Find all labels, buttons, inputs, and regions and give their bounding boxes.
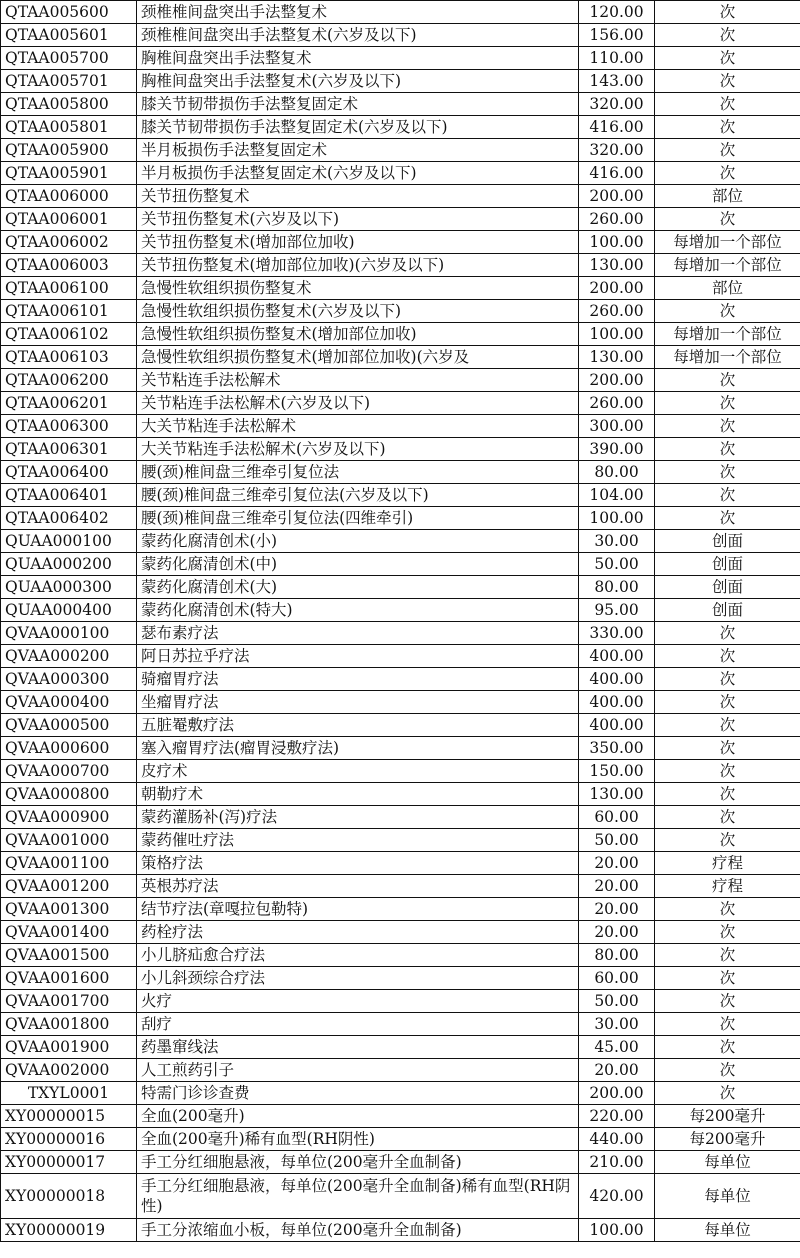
table-row <box>1 1082 800 1105</box>
table-row <box>1 484 800 507</box>
item-code-cell: QUAA000400 <box>1 599 137 622</box>
item-price-cell: 210.00 <box>579 1151 655 1174</box>
item-name-cell: 蒙药灌肠补(泻)疗法 <box>137 806 579 829</box>
item-unit-cell: 次 <box>655 93 800 116</box>
table-row <box>1 622 800 645</box>
table-row <box>1 553 800 576</box>
item-code-cell: QVAA000800 <box>1 783 137 806</box>
item-unit-cell: 次 <box>655 1013 800 1036</box>
item-name-cell: 半月板损伤手法整复固定术(六岁及以下) <box>137 162 579 185</box>
item-unit-cell: 次 <box>655 990 800 1013</box>
table-row <box>1 645 800 668</box>
item-price-cell: 50.00 <box>579 553 655 576</box>
item-price-cell: 200.00 <box>579 185 655 208</box>
item-price-cell: 416.00 <box>579 162 655 185</box>
item-unit-cell: 部位 <box>655 185 800 208</box>
item-name-cell: 膝关节韧带损伤手法整复固定术 <box>137 93 579 116</box>
item-name-cell: 蒙药催吐疗法 <box>137 829 579 852</box>
item-price-cell: 320.00 <box>579 139 655 162</box>
table-row <box>1 254 800 277</box>
item-price-cell: 220.00 <box>579 1105 655 1128</box>
item-price-cell: 400.00 <box>579 645 655 668</box>
item-price-cell: 200.00 <box>579 369 655 392</box>
item-name-cell: 瑟布素疗法 <box>137 622 579 645</box>
item-unit-cell: 次 <box>655 461 800 484</box>
item-price-cell: 400.00 <box>579 714 655 737</box>
item-name-cell: 半月板损伤手法整复固定术 <box>137 139 579 162</box>
item-name-cell: 皮疗术 <box>137 760 579 783</box>
item-code-cell: QTAA006103 <box>1 346 137 369</box>
table-row <box>1 415 800 438</box>
item-price-cell: 320.00 <box>579 93 655 116</box>
item-price-cell: 130.00 <box>579 346 655 369</box>
item-name-cell: 急慢性软组织损伤整复术(增加部位加收)(六岁及 <box>137 346 579 369</box>
item-unit-cell: 部位 <box>655 277 800 300</box>
item-code-cell: QTAA005701 <box>1 70 137 93</box>
item-code-cell: QVAA000900 <box>1 806 137 829</box>
item-unit-cell: 每单位 <box>655 1174 800 1219</box>
item-unit-cell: 次 <box>655 737 800 760</box>
item-code-cell: QTAA005800 <box>1 93 137 116</box>
table-row <box>1 438 800 461</box>
item-price-cell: 20.00 <box>579 1059 655 1082</box>
table-row <box>1 231 800 254</box>
item-price-cell: 30.00 <box>579 530 655 553</box>
table-row <box>1 530 800 553</box>
item-price-cell: 416.00 <box>579 116 655 139</box>
item-code-cell: XY00000017 <box>1 1151 137 1174</box>
item-name-cell: 关节扭伤整复术(六岁及以下) <box>137 208 579 231</box>
item-unit-cell: 次 <box>655 162 800 185</box>
table-row <box>1 208 800 231</box>
item-price-cell: 400.00 <box>579 668 655 691</box>
item-price-cell: 100.00 <box>579 507 655 530</box>
item-price-cell: 350.00 <box>579 737 655 760</box>
table-row <box>1 1219 800 1242</box>
item-name-cell: 颈椎椎间盘突出手法整复术(六岁及以下) <box>137 24 579 47</box>
item-name-cell: 骑瘤胃疗法 <box>137 668 579 691</box>
item-code-cell: QTAA006102 <box>1 323 137 346</box>
item-name-cell: 关节扭伤整复术(增加部位加收) <box>137 231 579 254</box>
table-row <box>1 116 800 139</box>
table-row <box>1 1174 800 1219</box>
table-row <box>1 1013 800 1036</box>
item-code-cell: QVAA000500 <box>1 714 137 737</box>
item-price-cell: 80.00 <box>579 576 655 599</box>
item-unit-cell: 次 <box>655 760 800 783</box>
item-unit-cell: 每增加一个部位 <box>655 231 800 254</box>
item-unit-cell: 次 <box>655 944 800 967</box>
item-price-cell: 20.00 <box>579 852 655 875</box>
table-row <box>1 1059 800 1082</box>
item-code-cell: QTAA006300 <box>1 415 137 438</box>
item-name-cell: 特需门诊诊查费 <box>137 1082 579 1105</box>
item-unit-cell: 次 <box>655 24 800 47</box>
item-name-cell: 手工分红细胞悬液，每单位(200毫升全血制备) <box>137 1151 579 1174</box>
table-row <box>1 737 800 760</box>
item-price-cell: 50.00 <box>579 990 655 1013</box>
item-code-cell: QTAA006100 <box>1 277 137 300</box>
item-code-cell: XY00000019 <box>1 1219 137 1242</box>
table-row <box>1 944 800 967</box>
item-unit-cell: 每单位 <box>655 1151 800 1174</box>
item-price-cell: 390.00 <box>579 438 655 461</box>
item-code-cell: QVAA001500 <box>1 944 137 967</box>
item-code-cell: QUAA000100 <box>1 530 137 553</box>
item-price-cell: 60.00 <box>579 806 655 829</box>
item-code-cell: QVAA001600 <box>1 967 137 990</box>
item-price-cell: 130.00 <box>579 254 655 277</box>
item-code-cell: QVAA001700 <box>1 990 137 1013</box>
item-price-cell: 20.00 <box>579 875 655 898</box>
item-price-cell: 260.00 <box>579 392 655 415</box>
table-row <box>1 760 800 783</box>
item-unit-cell: 次 <box>655 139 800 162</box>
item-code-cell: QVAA000400 <box>1 691 137 714</box>
table-row <box>1 1 800 24</box>
item-unit-cell: 创面 <box>655 530 800 553</box>
table-row <box>1 599 800 622</box>
item-name-cell: 大关节粘连手法松解术(六岁及以下) <box>137 438 579 461</box>
item-unit-cell: 每单位 <box>655 1219 800 1242</box>
table-row <box>1 921 800 944</box>
item-price-cell: 260.00 <box>579 300 655 323</box>
item-name-cell: 火疗 <box>137 990 579 1013</box>
item-price-cell: 400.00 <box>579 691 655 714</box>
item-name-cell: 腰(颈)椎间盘三维牵引复位法(四维牵引) <box>137 507 579 530</box>
item-name-cell: 坐瘤胃疗法 <box>137 691 579 714</box>
item-name-cell: 关节扭伤整复术 <box>137 185 579 208</box>
item-price-cell: 50.00 <box>579 829 655 852</box>
table-row <box>1 990 800 1013</box>
table-row <box>1 24 800 47</box>
table-row <box>1 1036 800 1059</box>
item-name-cell: 颈椎椎间盘突出手法整复术 <box>137 1 579 24</box>
table-row <box>1 1105 800 1128</box>
item-price-cell: 143.00 <box>579 70 655 93</box>
item-name-cell: 大关节粘连手法松解术 <box>137 415 579 438</box>
item-price-cell: 440.00 <box>579 1128 655 1151</box>
item-unit-cell: 创面 <box>655 553 800 576</box>
item-code-cell: QVAA000600 <box>1 737 137 760</box>
item-price-cell: 60.00 <box>579 967 655 990</box>
item-name-cell: 急慢性软组织损伤整复术(增加部位加收) <box>137 323 579 346</box>
item-name-cell: 蒙药化腐清创术(特大) <box>137 599 579 622</box>
item-code-cell: QVAA001900 <box>1 1036 137 1059</box>
item-unit-cell: 次 <box>655 898 800 921</box>
table-row <box>1 806 800 829</box>
item-price-cell: 100.00 <box>579 231 655 254</box>
item-code-cell: QTAA005600 <box>1 1 137 24</box>
item-unit-cell: 次 <box>655 783 800 806</box>
item-price-cell: 110.00 <box>579 47 655 70</box>
item-unit-cell: 每200毫升 <box>655 1105 800 1128</box>
item-price-cell: 20.00 <box>579 921 655 944</box>
item-name-cell: 关节扭伤整复术(增加部位加收)(六岁及以下) <box>137 254 579 277</box>
table-row <box>1 277 800 300</box>
item-name-cell: 胸椎间盘突出手法整复术(六岁及以下) <box>137 70 579 93</box>
item-code-cell: QTAA006000 <box>1 185 137 208</box>
item-code-cell: QTAA006201 <box>1 392 137 415</box>
item-unit-cell: 次 <box>655 921 800 944</box>
item-price-cell: 260.00 <box>579 208 655 231</box>
item-unit-cell: 疗程 <box>655 852 800 875</box>
item-name-cell: 膝关节韧带损伤手法整复固定术(六岁及以下) <box>137 116 579 139</box>
item-code-cell: TXYL0001 <box>1 1082 137 1105</box>
table-row <box>1 783 800 806</box>
item-price-cell: 30.00 <box>579 1013 655 1036</box>
item-code-cell: QVAA001800 <box>1 1013 137 1036</box>
item-code-cell: QVAA001000 <box>1 829 137 852</box>
item-unit-cell: 每增加一个部位 <box>655 323 800 346</box>
item-price-cell: 100.00 <box>579 1219 655 1242</box>
table-row <box>1 576 800 599</box>
item-unit-cell: 每增加一个部位 <box>655 254 800 277</box>
item-code-cell: QTAA005900 <box>1 139 137 162</box>
item-price-cell: 120.00 <box>579 1 655 24</box>
item-unit-cell: 次 <box>655 484 800 507</box>
item-unit-cell: 次 <box>655 208 800 231</box>
table-row <box>1 1128 800 1151</box>
item-name-cell: 腰(颈)椎间盘三维牵引复位法 <box>137 461 579 484</box>
table-row <box>1 1151 800 1174</box>
item-code-cell: QTAA006200 <box>1 369 137 392</box>
item-unit-cell: 次 <box>655 668 800 691</box>
item-code-cell: QVAA000700 <box>1 760 137 783</box>
item-name-cell: 小儿斜颈综合疗法 <box>137 967 579 990</box>
item-unit-cell: 次 <box>655 1 800 24</box>
item-name-cell: 英根苏疗法 <box>137 875 579 898</box>
item-code-cell: XY00000018 <box>1 1174 137 1219</box>
item-unit-cell: 次 <box>655 300 800 323</box>
item-code-cell: QTAA006101 <box>1 300 137 323</box>
item-unit-cell: 次 <box>655 645 800 668</box>
item-name-cell: 全血(200毫升)稀有血型(RH阴性) <box>137 1128 579 1151</box>
table-row <box>1 70 800 93</box>
item-name-cell: 蒙药化腐清创术(中) <box>137 553 579 576</box>
item-unit-cell: 创面 <box>655 599 800 622</box>
item-price-cell: 420.00 <box>579 1174 655 1219</box>
item-code-cell: QVAA000200 <box>1 645 137 668</box>
item-code-cell: QTAA005801 <box>1 116 137 139</box>
item-name-cell: 塞入瘤胃疗法(瘤胃浸敷疗法) <box>137 737 579 760</box>
item-unit-cell: 次 <box>655 438 800 461</box>
item-code-cell: QTAA005601 <box>1 24 137 47</box>
item-unit-cell: 疗程 <box>655 875 800 898</box>
item-price-cell: 300.00 <box>579 415 655 438</box>
item-code-cell: QTAA006001 <box>1 208 137 231</box>
table-row <box>1 714 800 737</box>
table-row <box>1 829 800 852</box>
table-row <box>1 668 800 691</box>
table-row <box>1 898 800 921</box>
item-code-cell: QVAA002000 <box>1 1059 137 1082</box>
item-code-cell: QVAA001300 <box>1 898 137 921</box>
item-unit-cell: 每增加一个部位 <box>655 346 800 369</box>
item-name-cell: 腰(颈)椎间盘三维牵引复位法(六岁及以下) <box>137 484 579 507</box>
item-unit-cell: 次 <box>655 829 800 852</box>
item-code-cell: XY00000015 <box>1 1105 137 1128</box>
item-unit-cell: 每200毫升 <box>655 1128 800 1151</box>
item-name-cell: 蒙药化腐清创术(小) <box>137 530 579 553</box>
item-name-cell: 药墨窜线法 <box>137 1036 579 1059</box>
item-code-cell: QTAA006003 <box>1 254 137 277</box>
item-unit-cell: 次 <box>655 507 800 530</box>
table-row <box>1 93 800 116</box>
item-price-cell: 200.00 <box>579 277 655 300</box>
item-price-cell: 150.00 <box>579 760 655 783</box>
item-code-cell: QTAA006401 <box>1 484 137 507</box>
table-row <box>1 139 800 162</box>
item-price-cell: 45.00 <box>579 1036 655 1059</box>
item-name-cell: 策格疗法 <box>137 852 579 875</box>
item-code-cell: QTAA006402 <box>1 507 137 530</box>
item-name-cell: 结节疗法(章嘎拉包勒特) <box>137 898 579 921</box>
item-unit-cell: 次 <box>655 1082 800 1105</box>
table-row <box>1 691 800 714</box>
item-code-cell: QTAA006301 <box>1 438 137 461</box>
item-price-cell: 104.00 <box>579 484 655 507</box>
item-price-cell: 330.00 <box>579 622 655 645</box>
item-name-cell: 药栓疗法 <box>137 921 579 944</box>
item-unit-cell: 次 <box>655 691 800 714</box>
item-price-cell: 80.00 <box>579 461 655 484</box>
item-name-cell: 手工分红细胞悬液，每单位(200毫升全血制备)稀有血型(RH阴性) <box>137 1174 579 1219</box>
item-code-cell: QTAA005700 <box>1 47 137 70</box>
item-unit-cell: 次 <box>655 47 800 70</box>
item-unit-cell: 次 <box>655 714 800 737</box>
item-price-cell: 156.00 <box>579 24 655 47</box>
table-row <box>1 185 800 208</box>
table-row <box>1 461 800 484</box>
item-name-cell: 朝勒疗术 <box>137 783 579 806</box>
item-name-cell: 胸椎间盘突出手法整复术 <box>137 47 579 70</box>
item-code-cell: QTAA006002 <box>1 231 137 254</box>
table-row <box>1 162 800 185</box>
item-name-cell: 手工分浓缩血小板，每单位(200毫升全血制备) <box>137 1219 579 1242</box>
item-code-cell: QVAA001400 <box>1 921 137 944</box>
item-code-cell: QVAA000300 <box>1 668 137 691</box>
item-unit-cell: 次 <box>655 116 800 139</box>
table-row <box>1 507 800 530</box>
item-code-cell: QUAA000200 <box>1 553 137 576</box>
item-code-cell: QUAA000300 <box>1 576 137 599</box>
item-unit-cell: 次 <box>655 806 800 829</box>
table-row <box>1 369 800 392</box>
table-row <box>1 392 800 415</box>
item-code-cell: XY00000016 <box>1 1128 137 1151</box>
item-name-cell: 小儿脐疝愈合疗法 <box>137 944 579 967</box>
table-row <box>1 47 800 70</box>
item-name-cell: 刮疗 <box>137 1013 579 1036</box>
item-code-cell: QTAA005901 <box>1 162 137 185</box>
item-code-cell: QVAA001200 <box>1 875 137 898</box>
item-unit-cell: 次 <box>655 415 800 438</box>
item-name-cell: 阿日苏拉乎疗法 <box>137 645 579 668</box>
item-price-cell: 130.00 <box>579 783 655 806</box>
item-code-cell: QVAA001100 <box>1 852 137 875</box>
item-unit-cell: 次 <box>655 392 800 415</box>
item-code-cell: QVAA000100 <box>1 622 137 645</box>
table-row <box>1 346 800 369</box>
table-row <box>1 300 800 323</box>
item-price-cell: 20.00 <box>579 898 655 921</box>
item-unit-cell: 次 <box>655 70 800 93</box>
item-name-cell: 急慢性软组织损伤整复术(六岁及以下) <box>137 300 579 323</box>
item-name-cell: 五脏罨敷疗法 <box>137 714 579 737</box>
item-price-cell: 100.00 <box>579 323 655 346</box>
item-name-cell: 关节粘连手法松解术 <box>137 369 579 392</box>
table-row <box>1 323 800 346</box>
item-name-cell: 全血(200毫升) <box>137 1105 579 1128</box>
item-price-cell: 200.00 <box>579 1082 655 1105</box>
table-row <box>1 967 800 990</box>
item-unit-cell: 创面 <box>655 576 800 599</box>
item-name-cell: 人工煎药引子 <box>137 1059 579 1082</box>
price-table-body <box>1 1 800 1242</box>
item-name-cell: 蒙药化腐清创术(大) <box>137 576 579 599</box>
table-row <box>1 852 800 875</box>
item-name-cell: 急慢性软组织损伤整复术 <box>137 277 579 300</box>
table-row <box>1 875 800 898</box>
item-unit-cell: 次 <box>655 1036 800 1059</box>
item-price-cell: 95.00 <box>579 599 655 622</box>
item-name-cell: 关节粘连手法松解术(六岁及以下) <box>137 392 579 415</box>
item-unit-cell: 次 <box>655 1059 800 1082</box>
item-code-cell: QTAA006400 <box>1 461 137 484</box>
item-unit-cell: 次 <box>655 369 800 392</box>
item-unit-cell: 次 <box>655 967 800 990</box>
item-unit-cell: 次 <box>655 622 800 645</box>
item-price-cell: 80.00 <box>579 944 655 967</box>
